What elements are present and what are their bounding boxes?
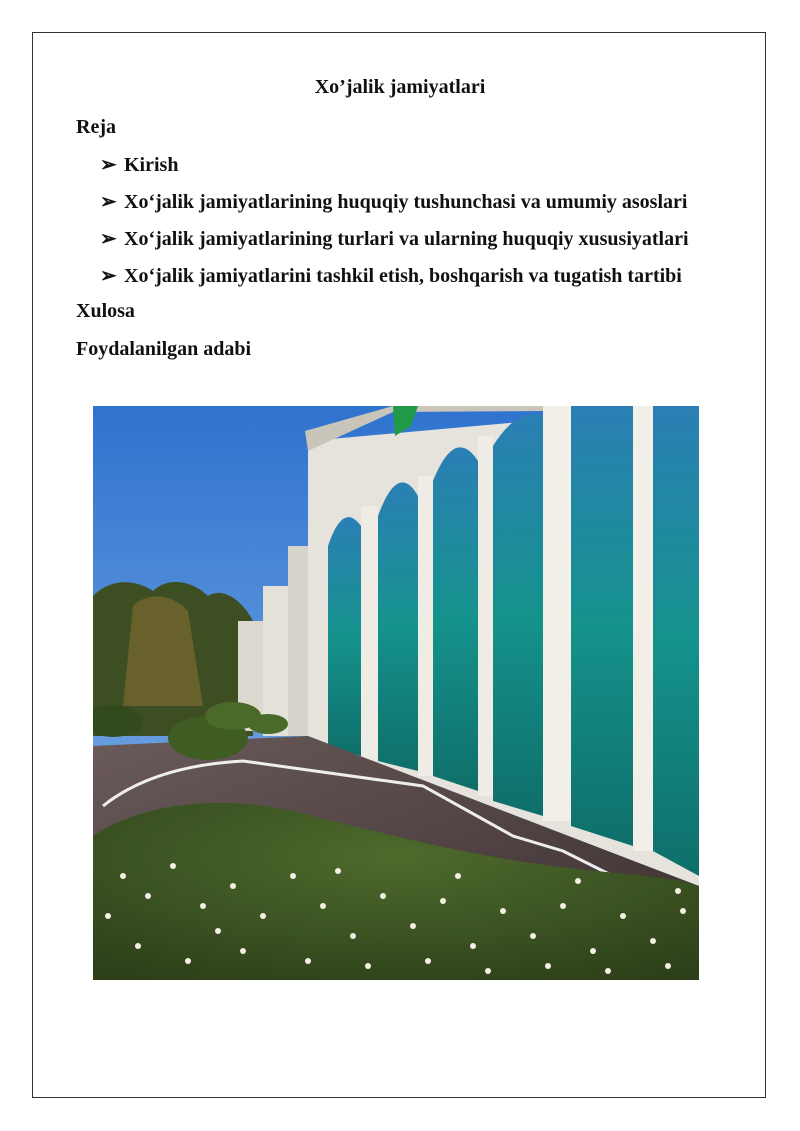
plan-item-text: Xo‘jalik jamiyatlarining turlari va ularning huquqiy xususiyatlari <box>124 228 689 250</box>
arrow-bullet-icon: ➢ <box>100 265 117 287</box>
plan-item-4 <box>100 263 682 288</box>
plan-item-1 <box>100 152 178 177</box>
arrow-bullet-icon: ➢ <box>100 228 117 250</box>
plan-item-2 <box>100 189 687 214</box>
arrow-bullet-icon: ➢ <box>100 154 117 176</box>
plan-item-text: Kirish <box>124 154 179 176</box>
arrow-bullet-icon: ➢ <box>100 191 117 213</box>
conclusion-heading: Xulosa <box>76 300 135 322</box>
plan-item-text: Xo‘jalik jamiyatlarini tashkil etish, boshqarish va tugatish tartibi <box>124 265 682 287</box>
page-title: Xo’jalik jamiyatlari <box>314 76 486 98</box>
building-photo <box>93 406 699 980</box>
plan-heading: Reja <box>76 116 116 138</box>
references-heading: Foydalanilgan adabi <box>76 338 252 360</box>
building-photo-illustration <box>93 406 699 980</box>
plan-item-text: Xo‘jalik jamiyatlarining huquqiy tushunchasi va umumiy asoslari <box>124 191 688 213</box>
plan-item-3 <box>100 226 689 251</box>
